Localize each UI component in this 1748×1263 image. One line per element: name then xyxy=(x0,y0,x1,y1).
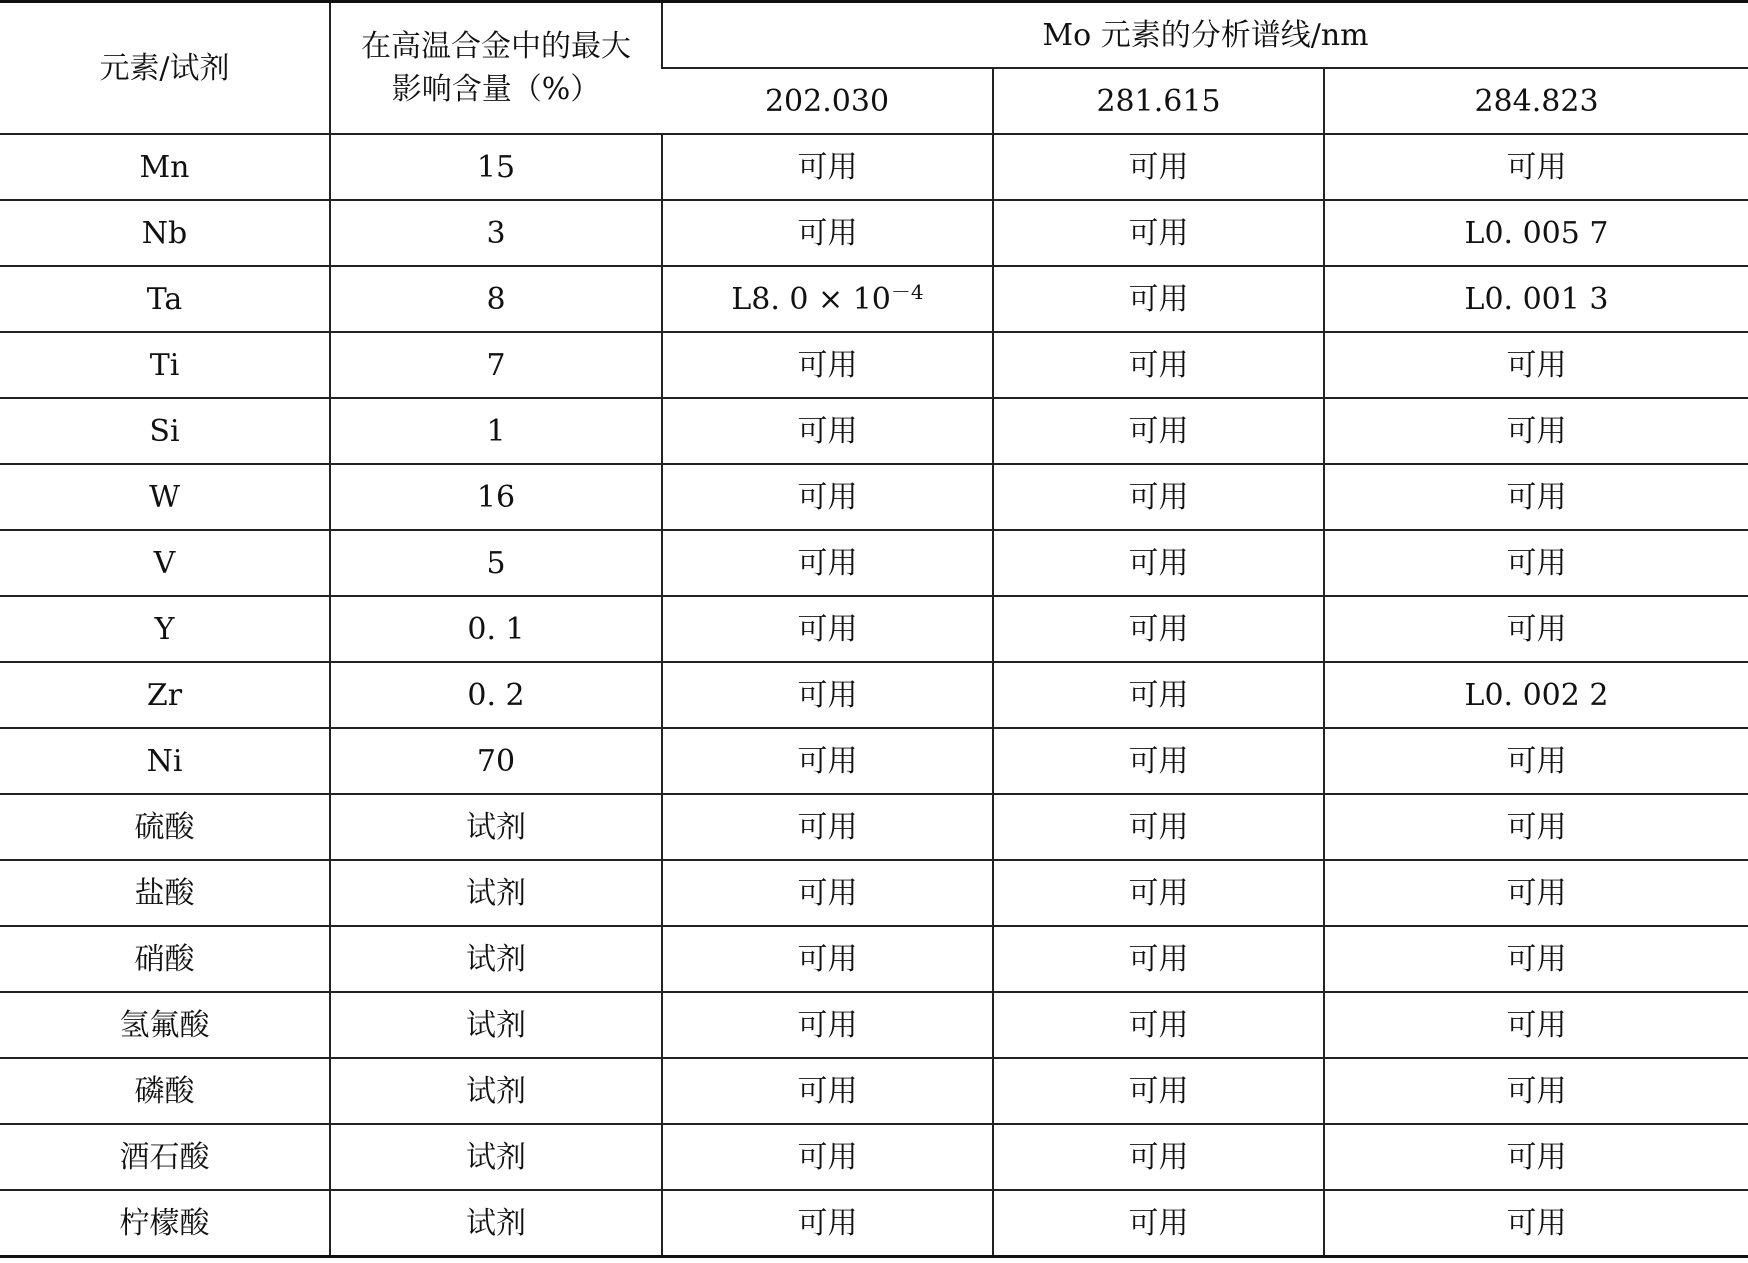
table-header xyxy=(0,2,1748,135)
cell-element: Mn xyxy=(0,134,330,200)
cell-line-2: 可用 xyxy=(993,1190,1324,1257)
table-row xyxy=(0,134,1748,200)
cell-element: Ti xyxy=(0,332,330,398)
cell-content: 试剂 xyxy=(330,1058,662,1124)
header-max-content-line1: 在高温合金中的最大 xyxy=(361,28,631,64)
cell-line-1: 可用 xyxy=(662,728,993,794)
cell-line-1: 可用 xyxy=(662,530,993,596)
cell-element: W xyxy=(0,464,330,530)
table-row xyxy=(0,398,1748,464)
header-element: 元素/试剂 xyxy=(0,2,330,135)
cell-element: 氢氟酸 xyxy=(0,992,330,1058)
cell-content: 1 xyxy=(330,398,662,464)
cell-line-1: 可用 xyxy=(662,596,993,662)
table-body xyxy=(0,134,1748,1257)
cell-element: 硫酸 xyxy=(0,794,330,860)
cell-line-3: 可用 xyxy=(1324,1190,1748,1257)
cell-content: 7 xyxy=(330,332,662,398)
cell-content: 8 xyxy=(330,266,662,332)
header-max-content-line2: 影响含量（%） xyxy=(391,72,601,107)
cell-line-1: 可用 xyxy=(662,134,993,200)
cell-line-1: 可用 xyxy=(662,1190,993,1257)
cell-content: 试剂 xyxy=(330,1190,662,1257)
table-row xyxy=(0,332,1748,398)
cell-line-2: 可用 xyxy=(993,1058,1324,1124)
cell-element: Ni xyxy=(0,728,330,794)
cell-line-1: 可用 xyxy=(662,860,993,926)
cell-line-2: 可用 xyxy=(993,464,1324,530)
table-row xyxy=(0,860,1748,926)
cell-line-1-value: L8. 0 × 10 xyxy=(731,281,891,317)
table-row xyxy=(0,1058,1748,1124)
header-wavelength-1: 202.030 xyxy=(662,68,993,134)
cell-content: 0. 1 xyxy=(330,596,662,662)
cell-content: 0. 2 xyxy=(330,662,662,728)
table-row xyxy=(0,464,1748,530)
cell-line-1: 可用 xyxy=(662,332,993,398)
cell-element: 盐酸 xyxy=(0,860,330,926)
cell-element: Nb xyxy=(0,200,330,266)
cell-element: 硝酸 xyxy=(0,926,330,992)
cell-content: 试剂 xyxy=(330,1124,662,1190)
cell-line-1: 可用 xyxy=(662,794,993,860)
cell-element: Ta xyxy=(0,266,330,332)
cell-line-3: 可用 xyxy=(1324,332,1748,398)
cell-line-2: 可用 xyxy=(993,134,1324,200)
cell-line-1: 可用 xyxy=(662,200,993,266)
cell-line-3: L0. 002 2 xyxy=(1324,662,1748,728)
table-row xyxy=(0,266,1748,332)
cell-line-3: 可用 xyxy=(1324,992,1748,1058)
cell-element: 磷酸 xyxy=(0,1058,330,1124)
cell-element: V xyxy=(0,530,330,596)
cell-line-3: 可用 xyxy=(1324,530,1748,596)
cell-line-2: 可用 xyxy=(993,332,1324,398)
cell-line-2: 可用 xyxy=(993,926,1324,992)
cell-line-3: L0. 005 7 xyxy=(1324,200,1748,266)
cell-line-2: 可用 xyxy=(993,662,1324,728)
cell-line-3: 可用 xyxy=(1324,596,1748,662)
cell-line-2: 可用 xyxy=(993,1124,1324,1190)
cell-content: 15 xyxy=(330,134,662,200)
header-wavelength-3: 284.823 xyxy=(1324,68,1748,134)
cell-line-2: 可用 xyxy=(993,200,1324,266)
cell-line-2: 可用 xyxy=(993,266,1324,332)
header-spectral-lines: Mo 元素的分析谱线/nm xyxy=(662,2,1748,69)
cell-line-3: 可用 xyxy=(1324,926,1748,992)
table-row xyxy=(0,530,1748,596)
cell-line-1: 可用 xyxy=(662,1124,993,1190)
cell-content: 试剂 xyxy=(330,992,662,1058)
cell-line-1: 可用 xyxy=(662,464,993,530)
cell-line-1: 可用 xyxy=(662,926,993,992)
table-row xyxy=(0,992,1748,1058)
cell-content: 5 xyxy=(330,530,662,596)
cell-line-3: 可用 xyxy=(1324,728,1748,794)
cell-line-2: 可用 xyxy=(993,794,1324,860)
table-row xyxy=(0,794,1748,860)
cell-line-2: 可用 xyxy=(993,398,1324,464)
cell-line-1-exponent: －4 xyxy=(890,279,924,304)
cell-content: 70 xyxy=(330,728,662,794)
cell-line-3: 可用 xyxy=(1324,134,1748,200)
header-max-content xyxy=(330,2,662,135)
table-row xyxy=(0,728,1748,794)
table-row xyxy=(0,1124,1748,1190)
cell-line-1: 可用 xyxy=(662,992,993,1058)
cell-line-2: 可用 xyxy=(993,860,1324,926)
table-row xyxy=(0,200,1748,266)
cell-content: 试剂 xyxy=(330,860,662,926)
cell-line-1 xyxy=(662,266,993,332)
cell-line-1: 可用 xyxy=(662,1058,993,1124)
header-row-1 xyxy=(0,2,1748,69)
cell-line-1: 可用 xyxy=(662,398,993,464)
cell-line-3: 可用 xyxy=(1324,794,1748,860)
cell-line-2: 可用 xyxy=(993,596,1324,662)
cell-line-3: 可用 xyxy=(1324,398,1748,464)
cell-line-3: L0. 001 3 xyxy=(1324,266,1748,332)
cell-content: 3 xyxy=(330,200,662,266)
cell-element: Y xyxy=(0,596,330,662)
cell-element: Zr xyxy=(0,662,330,728)
cell-line-2: 可用 xyxy=(993,992,1324,1058)
cell-line-2: 可用 xyxy=(993,530,1324,596)
cell-element: 酒石酸 xyxy=(0,1124,330,1190)
table-row xyxy=(0,926,1748,992)
cell-line-3: 可用 xyxy=(1324,860,1748,926)
cell-content: 试剂 xyxy=(330,794,662,860)
cell-line-3: 可用 xyxy=(1324,1124,1748,1190)
cell-line-1: 可用 xyxy=(662,662,993,728)
cell-element: 柠檬酸 xyxy=(0,1190,330,1257)
cell-line-3: 可用 xyxy=(1324,464,1748,530)
table-row xyxy=(0,1190,1748,1257)
cell-line-3: 可用 xyxy=(1324,1058,1748,1124)
cell-content: 16 xyxy=(330,464,662,530)
cell-content: 试剂 xyxy=(330,926,662,992)
table-row xyxy=(0,596,1748,662)
cell-line-2: 可用 xyxy=(993,728,1324,794)
cell-element: Si xyxy=(0,398,330,464)
table-row xyxy=(0,662,1748,728)
header-wavelength-2: 281.615 xyxy=(993,68,1324,134)
